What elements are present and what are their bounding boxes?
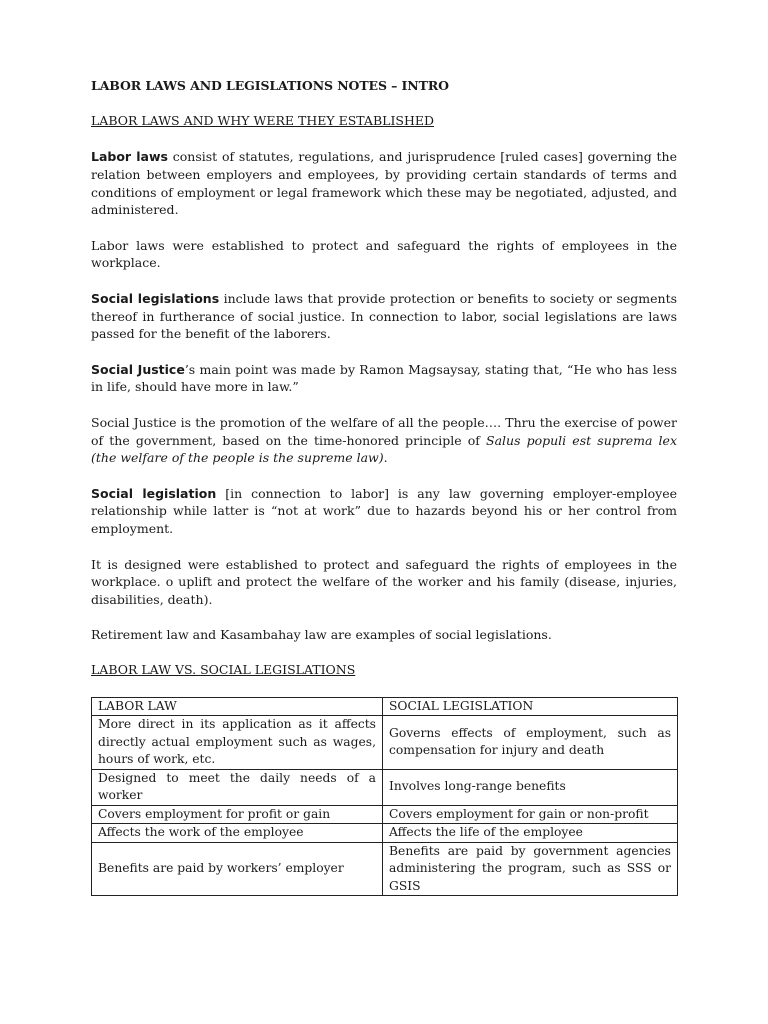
header-social-legislation: SOCIAL LEGISLATION <box>383 697 678 716</box>
comparison-table <box>91 697 678 897</box>
paragraph-social-legislations-definition <box>91 290 677 343</box>
section-heading-comparison: LABOR LAW VS. SOCIAL LEGISLATIONS <box>91 661 356 677</box>
paragraph-text: include laws that provide protection or benefits to society or segments thereof in furtherance of social justice. In connection to labor, social legislations are laws passed for the benefit of the laborers. <box>91 290 678 342</box>
paragraph-examples: Retirement law and Kasambahay law are examples of social legislations. <box>91 627 552 643</box>
table-cell: Involves long-range benefits <box>383 769 678 805</box>
term-social-legislations: Social legislations <box>91 290 220 306</box>
table-cell: Designed to meet the daily needs of a worker <box>92 769 383 805</box>
latin-maxim: Salus populi est suprema lex (the welfare of the people is the supreme law) <box>91 432 677 466</box>
table-cell: More direct in its application as it affects directly actual employment such as wages, hours of work, etc. <box>92 716 383 770</box>
paragraph-labor-laws-purpose: Labor laws were established to protect and safeguard the rights of employees in the workplace. <box>91 237 677 271</box>
table-cell: Affects the life of the employee <box>383 824 678 843</box>
table-header-row <box>92 697 678 716</box>
table-cell: Affects the work of the employee <box>92 824 383 843</box>
paragraph-design-purpose: It is designed were established to protect and safeguard the rights of employees in the workplace. o uplift and protect the welfare of the worker and his family (disease, injuries, disabilities, death). <box>91 556 677 608</box>
section-heading-labor-laws: LABOR LAWS AND WHY WERE THEY ESTABLISHED <box>91 113 434 128</box>
document-title: LABOR LAWS AND LEGISLATIONS NOTES – INTRO <box>91 78 449 93</box>
paragraph-text: consist of statutes, regulations, and jurisprudence [ruled cases] governing the relation between employers and employees, by providing certain standards of terms and conditions of employment or legal framework which these may be negotiated, adjusted, and administered. <box>91 149 677 218</box>
table-row <box>92 769 678 805</box>
paragraph-social-legislation-labor <box>91 485 677 538</box>
paragraph-labor-laws-definition <box>91 148 677 219</box>
table-cell: Covers employment for gain or non-profit <box>383 805 678 824</box>
table-row <box>92 716 678 770</box>
table-cell: Covers employment for profit or gain <box>92 805 383 824</box>
paragraph-text: [in connection to labor] is any law governing employer-employee relationship while latter is “not at work” due to hazards beyond his or her control from employment. <box>91 485 677 537</box>
term-social-legislation: Social legislation <box>91 485 217 501</box>
paragraph-social-justice-quote <box>91 361 677 397</box>
table-row <box>92 842 678 896</box>
term-labor-laws: Labor laws <box>91 149 168 164</box>
table-row <box>92 805 678 824</box>
paragraph-social-justice-definition <box>91 414 677 467</box>
table-cell: Benefits are paid by government agencies administering the program, such as SSS or GSIS <box>383 842 678 896</box>
header-labor-law: LABOR LAW <box>92 697 383 716</box>
paragraph-text: Social Justice is the promotion of the welfare of all the people…. Thru the exercise of power of the government, based on the time-honored principle of <box>91 414 677 448</box>
table-cell: Benefits are paid by workers’ employer <box>92 842 383 896</box>
paragraph-end: . <box>383 450 388 466</box>
paragraph-text: ’s main point was made by Ramon Magsaysay, stating that, “He who has less in life, should have more in law.” <box>91 361 677 395</box>
term-social-justice: Social Justice <box>91 361 185 377</box>
table-row <box>92 824 678 843</box>
table-cell: Governs effects of employment, such as compensation for injury and death <box>383 716 678 770</box>
